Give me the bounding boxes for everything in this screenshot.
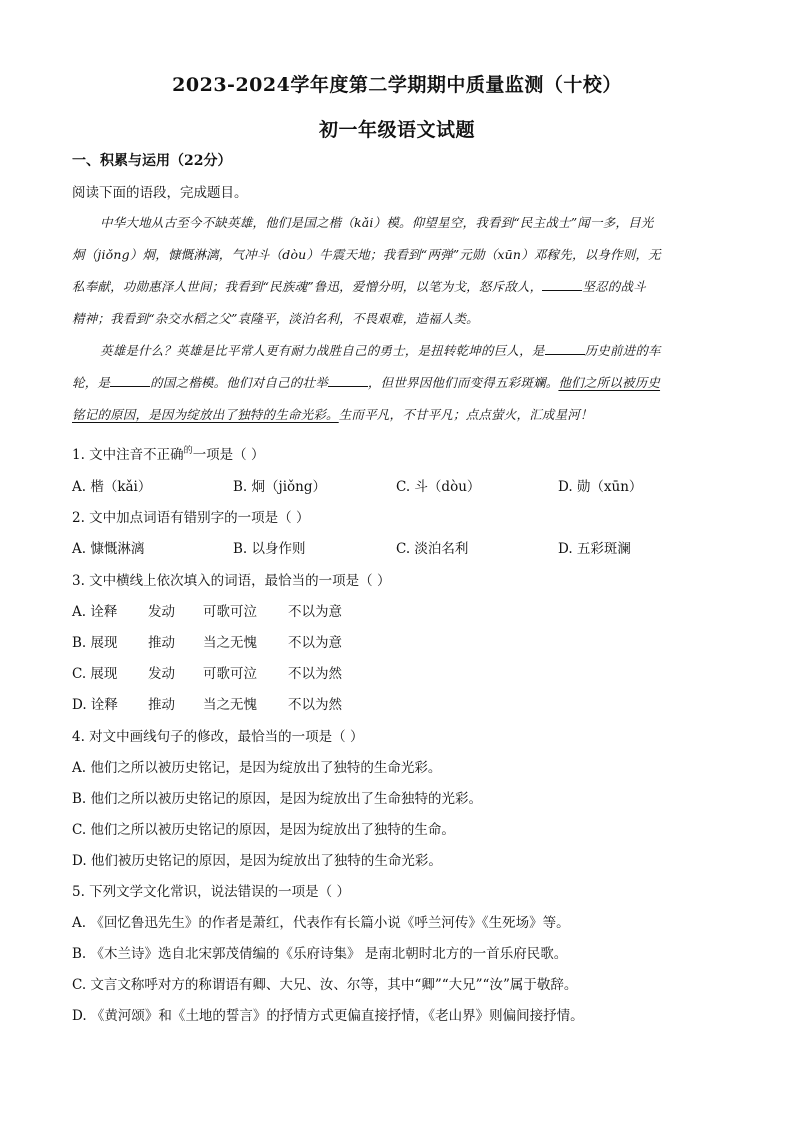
stem-mark: 的 [183, 446, 193, 456]
passage-p1-line2: 炯（jiǒng）炯，慷慨淋漓，气冲斗（dòu）牛震天地；我看到“两弹”元勋（xūn）邓稼先，以身作则，无 [72, 247, 661, 262]
question-3-stem: 3. 文中横线上依次填入的词语，最恰当的一项是（ ） [72, 573, 391, 589]
q2-option-b: B. 以身作则 [233, 541, 306, 557]
question-4-stem: 4. 对文中画线句子的修改，最恰当的一项是（ ） [72, 729, 364, 745]
q3-option-a-word3: 可歌可泣 [203, 604, 257, 620]
passage-text: 坚忍的战斗 [582, 279, 646, 294]
q5-option-d: D. 《黄河颂》和《土地的誓言》的抒情方式更偏直接抒情，《老山界》则偏间接抒情。 [72, 1008, 584, 1024]
fill-blank [545, 341, 585, 355]
q3-option-d-word2: 推动 [148, 697, 175, 713]
passage-p1-line1: 中华大地从古至今不缺英雄，他们是国之楷（kǎi）模。仰望星空，我看到“民主战士”闻一多，目光 [100, 215, 654, 230]
q5-option-b: B. 《木兰诗》选自北宋郭茂倩编的《乐府诗集》 是南北朝时北方的一首乐府民歌。 [72, 946, 568, 962]
exam-title: 2023-2024学年度第二学期期中质量监测（十校） [172, 74, 622, 96]
q4-option-d: D. 他们被历史铭记的原因，是因为绽放出了独特的生命光彩。 [72, 853, 442, 869]
passage-text: 私奉献，功勋惠泽人世间；我看到“民族魂”鲁迅，爱憎分明，以笔为戈，怒斥敌人， [72, 279, 543, 294]
fill-blank [542, 277, 582, 291]
passage-p2-line1 [100, 341, 661, 359]
section-instruction: 阅读下面的语段，完成题目。 [72, 185, 248, 201]
exam-subtitle: 初一年级语文试题 [318, 119, 475, 141]
passage-text: ，但世界因他们而变得五彩斑斓。 [367, 375, 559, 390]
passage-p1-line4: 精神；我看到“杂交水稻之父”袁隆平，淡泊名利，不畏艰难，造福人类。 [72, 311, 479, 326]
question-1-stem [72, 443, 264, 463]
passage-p2-line3 [72, 405, 593, 423]
stem-text: 一项是（ ） [192, 447, 265, 463]
q3-option-b-word2: 推动 [148, 635, 175, 651]
q3-option-c-word3: 可歌可泣 [203, 666, 257, 682]
q1-option-d: D. 勋（xūn） [558, 479, 643, 495]
q4-option-b: B. 他们之所以被历史铭记的原因，是因为绽放出了生命独特的光彩。 [72, 791, 483, 807]
passage-text: 轮，是 [72, 375, 111, 390]
q1-option-c: C. 斗（dòu） [396, 479, 481, 495]
underlined-sentence: 他们之所以被历史 [558, 375, 661, 390]
q5-option-a: A. 《回忆鲁迅先生》的作者是萧红，代表作有长篇小说《呼兰河传》《生死场》等。 [72, 915, 570, 931]
q2-option-d: D. 五彩斑澜 [558, 541, 631, 557]
passage-p2-line2 [72, 373, 660, 391]
q1-option-b: B. 炯（jiǒng） [233, 479, 326, 495]
q3-option-c-word2: 发动 [148, 666, 175, 682]
q3-option-d-word1: D. 诠释 [72, 697, 118, 713]
q3-option-c-word4: 不以为然 [288, 666, 342, 682]
q3-option-c-word1: C. 展现 [72, 666, 118, 682]
section-heading: 一、积累与运用（22分） [72, 153, 232, 169]
stem-text: 1. 文中注音不正确 [72, 447, 184, 463]
passage-text: 历史前进的车 [584, 343, 661, 358]
q3-option-b-word4: 不以为意 [288, 635, 342, 651]
q5-option-c: C. 文言文称呼对方的称谓语有卿、大兄、汝、尔等，其中“卿”“大兄”“汝”属于敬辞。 [72, 977, 578, 993]
q3-option-d-word4: 不以为然 [288, 697, 342, 713]
q3-option-d-word3: 当之无愧 [203, 697, 257, 713]
fill-blank [110, 373, 150, 387]
passage-p1-line3 [72, 277, 646, 295]
fill-blank [328, 373, 368, 387]
question-5-stem: 5. 下列文学文化常识，说法错误的一项是（ ） [72, 884, 350, 900]
q2-option-a: A. 慷慨淋漓 [72, 541, 145, 557]
q4-option-a: A. 他们之所以被历史铭记，是因为绽放出了独特的生命光彩。 [72, 760, 442, 776]
passage-text: 英雄是什么？英雄是比平常人更有耐力战胜自己的勇士，是扭转乾坤的巨人，是 [100, 343, 545, 358]
passage-text: 生而平凡，不甘平凡；点点萤火，汇成星河！ [338, 407, 593, 422]
question-2-stem: 2. 文中加点词语有错别字的一项是（ ） [72, 510, 310, 526]
underlined-sentence: 铭记的原因，是因为绽放出了独特的生命光彩。 [72, 407, 339, 422]
q3-option-a-word2: 发动 [148, 604, 175, 620]
q2-option-c: C. 淡泊名利 [396, 541, 469, 557]
q3-option-b-word3: 当之无愧 [203, 635, 257, 651]
q3-option-a-word4: 不以为意 [288, 604, 342, 620]
q3-option-b-word1: B. 展现 [72, 635, 118, 651]
q4-option-c: C. 他们之所以被历史铭记的原因，是因为绽放出了独特的生命。 [72, 822, 455, 838]
q3-option-a-word1: A. 诠释 [72, 604, 118, 620]
q1-option-a: A. 楷（kǎi） [72, 479, 152, 495]
passage-text: 的国之楷模。他们对自己的壮举 [150, 375, 328, 390]
